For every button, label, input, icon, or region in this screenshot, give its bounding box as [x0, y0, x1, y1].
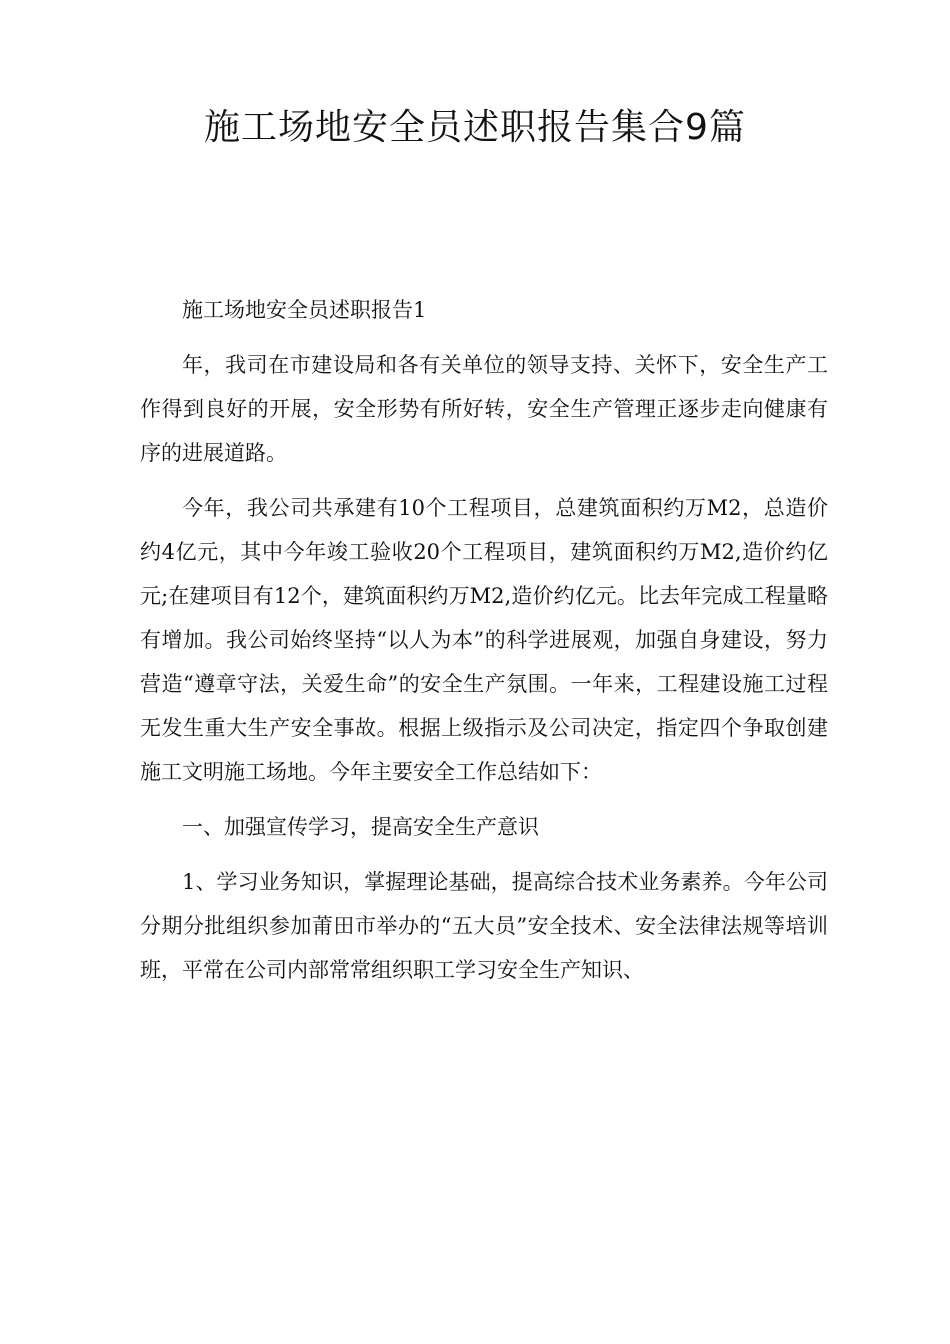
- paragraph-projects: 今年，我公司共承建有10个工程项目，总建筑面积约万M2，总造价约4亿元，其中今年竣工验收20个工程项目，建筑面积约万M2,造价约亿元;在建项目有12个，建筑面积约万M2,造价约亿元。比去年完成工程量略有增加。我公司始终坚持“以人为本”的科学进展观，加强自身建设，努力营造“遵章守法，关爱生命”的安全生产氛围。一年来，工程建设施工过程无发生重大生产安全事故。根据上级指示及公司决定，指定四个争取创建施工文明施工场地。今年主要安全工作总结如下：: [140, 496, 828, 784]
- document-body: [140, 288, 828, 1003]
- paragraph-intro: 年，我司在市建设局和各有关单位的领导支持、关怀下，安全生产工作得到良好的开展，安全形势有所好转，安全生产管理正逐步走向健康有序的进展道路。: [140, 353, 828, 465]
- paragraph-section-heading: 施工场地安全员述职报告1: [182, 298, 427, 322]
- paragraph-subheading: 一、加强宣传学习，提高安全生产意识: [182, 815, 539, 839]
- paragraph-study: 1、学习业务知识，掌握理论基础，提高综合技术业务素养。今年公司分期分批组织参加莆田市举办的“五大员”安全技术、安全法律法规等培训班，平常在公司内部常常组织职工学习安全生产知识、: [140, 870, 828, 982]
- document-title: 施工场地安全员述职报告集合9篇: [204, 107, 746, 148]
